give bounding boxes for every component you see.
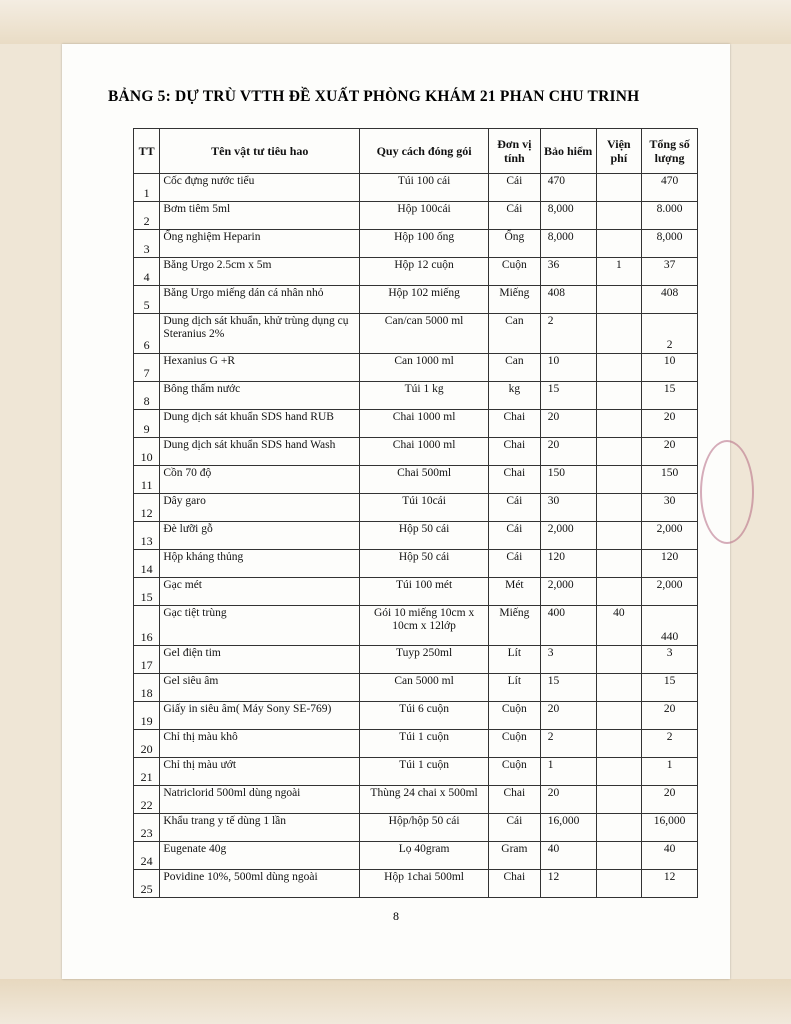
total-qty: 440 [642, 606, 698, 646]
table-row [134, 230, 698, 258]
insurance-qty: 150 [540, 466, 596, 494]
table-row [134, 606, 698, 646]
item-name: Giấy in siêu âm( Máy Sony SE-769) [160, 702, 360, 730]
hospital-fee-qty: 40 [596, 606, 642, 646]
page-number: 8 [393, 909, 399, 923]
insurance-qty: 20 [540, 702, 596, 730]
item-name: Gel điện tim [160, 646, 360, 674]
row-number: 24 [134, 842, 160, 870]
hospital-fee-qty [596, 702, 642, 730]
header-unit: Đơn vị tính [489, 129, 541, 174]
item-name: Bông thấm nước [160, 382, 360, 410]
insurance-qty: 8,000 [540, 202, 596, 230]
hospital-fee-qty [596, 578, 642, 606]
insurance-qty: 40 [540, 842, 596, 870]
insurance-qty: 400 [540, 606, 596, 646]
packaging: Hộp/hộp 50 cái [360, 814, 489, 842]
table-row [134, 758, 698, 786]
hospital-fee-qty [596, 354, 642, 382]
hospital-fee-qty [596, 174, 642, 202]
insurance-qty: 3 [540, 646, 596, 674]
row-number: 20 [134, 730, 160, 758]
insurance-qty: 8,000 [540, 230, 596, 258]
table-row [134, 730, 698, 758]
item-name: Băng Urgo 2.5cm x 5m [160, 258, 360, 286]
row-number: 25 [134, 870, 160, 898]
unit: Cái [489, 174, 541, 202]
table-row [134, 174, 698, 202]
row-number: 3 [134, 230, 160, 258]
unit: Lít [489, 646, 541, 674]
packaging: Túi 1 cuộn [360, 730, 489, 758]
hospital-fee-qty [596, 758, 642, 786]
header-tt: TT [134, 129, 160, 174]
hospital-fee-qty [596, 382, 642, 410]
row-number: 19 [134, 702, 160, 730]
item-name: Hexanius G +R [160, 354, 360, 382]
row-number: 5 [134, 286, 160, 314]
row-number: 4 [134, 258, 160, 286]
unit: Miếng [489, 286, 541, 314]
insurance-qty: 15 [540, 674, 596, 702]
table-header-row [134, 129, 698, 174]
unit: Cuộn [489, 258, 541, 286]
insurance-qty: 470 [540, 174, 596, 202]
insurance-qty: 2,000 [540, 578, 596, 606]
total-qty: 120 [642, 550, 698, 578]
header-name: Tên vật tư tiêu hao [160, 129, 360, 174]
unit: Cái [489, 202, 541, 230]
background-surface-bottom [0, 979, 791, 1024]
row-number: 16 [134, 606, 160, 646]
table-row [134, 578, 698, 606]
packaging: Hộp 100 ống [360, 230, 489, 258]
total-qty: 150 [642, 466, 698, 494]
item-name: Chỉ thị màu ướt [160, 758, 360, 786]
total-qty: 40 [642, 842, 698, 870]
total-qty: 2 [642, 730, 698, 758]
packaging: Can 5000 ml [360, 674, 489, 702]
packaging: Túi 10cái [360, 494, 489, 522]
item-name: Gạc mét [160, 578, 360, 606]
packaging: Gói 10 miếng 10cm x 10cm x 12lớp [360, 606, 489, 646]
header-hospital-fee: Viện phí [596, 129, 642, 174]
table-row [134, 786, 698, 814]
unit: Chai [489, 870, 541, 898]
insurance-qty: 16,000 [540, 814, 596, 842]
item-name: Dung dịch sát khuẩn SDS hand Wash [160, 438, 360, 466]
table-row [134, 646, 698, 674]
item-name: Cốc đựng nước tiểu [160, 174, 360, 202]
table-row [134, 466, 698, 494]
packaging: Chai 1000 ml [360, 438, 489, 466]
row-number: 15 [134, 578, 160, 606]
item-name: Gel siêu âm [160, 674, 360, 702]
total-qty: 15 [642, 674, 698, 702]
unit: Mét [489, 578, 541, 606]
unit: Miếng [489, 606, 541, 646]
hospital-fee-qty [596, 870, 642, 898]
total-qty: 15 [642, 382, 698, 410]
insurance-qty: 12 [540, 870, 596, 898]
table-row [134, 550, 698, 578]
packaging: Hộp 102 miếng [360, 286, 489, 314]
total-qty: 30 [642, 494, 698, 522]
hospital-fee-qty [596, 674, 642, 702]
hospital-fee-qty [596, 786, 642, 814]
total-qty: 8.000 [642, 202, 698, 230]
packaging: Túi 1 kg [360, 382, 489, 410]
red-stamp-partial [700, 440, 754, 544]
row-number: 6 [134, 314, 160, 354]
header-pack: Quy cách đóng gói [360, 129, 489, 174]
header-insurance: Bảo hiểm [540, 129, 596, 174]
hospital-fee-qty [596, 314, 642, 354]
table-row [134, 286, 698, 314]
item-name: Povidine 10%, 500ml dùng ngoài [160, 870, 360, 898]
item-name: Khẩu trang y tế dùng 1 lần [160, 814, 360, 842]
row-number: 23 [134, 814, 160, 842]
item-name: Chỉ thị màu khô [160, 730, 360, 758]
row-number: 17 [134, 646, 160, 674]
unit: Cuộn [489, 702, 541, 730]
row-number: 8 [134, 382, 160, 410]
row-number: 11 [134, 466, 160, 494]
packaging: Thùng 24 chai x 500ml [360, 786, 489, 814]
row-number: 7 [134, 354, 160, 382]
table-row [134, 258, 698, 286]
total-qty: 12 [642, 870, 698, 898]
total-qty: 1 [642, 758, 698, 786]
unit: Chai [489, 438, 541, 466]
unit: Cái [489, 494, 541, 522]
item-name: Đè lưỡi gỗ [160, 522, 360, 550]
hospital-fee-qty [596, 814, 642, 842]
table-row [134, 814, 698, 842]
unit: Chai [489, 466, 541, 494]
total-qty: 20 [642, 786, 698, 814]
unit: Cuộn [489, 758, 541, 786]
item-name: Dung dịch sát khuẩn SDS hand RUB [160, 410, 360, 438]
item-name: Dây garo [160, 494, 360, 522]
header-total: Tổng số lượng [642, 129, 698, 174]
packaging: Túi 6 cuộn [360, 702, 489, 730]
hospital-fee-qty [596, 438, 642, 466]
table-body [134, 174, 698, 898]
item-name: Hộp kháng thủng [160, 550, 360, 578]
packaging: Hộp 50 cái [360, 550, 489, 578]
insurance-qty: 20 [540, 410, 596, 438]
item-name: Cồn 70 độ [160, 466, 360, 494]
total-qty: 20 [642, 438, 698, 466]
unit: Lít [489, 674, 541, 702]
row-number: 10 [134, 438, 160, 466]
row-number: 22 [134, 786, 160, 814]
total-qty: 3 [642, 646, 698, 674]
unit: Can [489, 314, 541, 354]
hospital-fee-qty [596, 410, 642, 438]
unit: Chai [489, 410, 541, 438]
document-title: BẢNG 5: DỰ TRÙ VTTH ĐỀ XUẤT PHÒNG KHÁM 21 PHAN CHU TRINH [108, 88, 640, 105]
table-row [134, 494, 698, 522]
hospital-fee-qty [596, 494, 642, 522]
total-qty: 10 [642, 354, 698, 382]
unit: Cái [489, 814, 541, 842]
hospital-fee-qty [596, 286, 642, 314]
table-row [134, 702, 698, 730]
unit: Gram [489, 842, 541, 870]
packaging: Chai 500ml [360, 466, 489, 494]
total-qty: 2 [642, 314, 698, 354]
hospital-fee-qty [596, 842, 642, 870]
row-number: 14 [134, 550, 160, 578]
packaging: Can/can 5000 ml [360, 314, 489, 354]
packaging: Túi 100 cái [360, 174, 489, 202]
item-name: Băng Urgo miếng dán cá nhân nhỏ [160, 286, 360, 314]
unit: Cuộn [489, 730, 541, 758]
row-number: 9 [134, 410, 160, 438]
packaging: Tuyp 250ml [360, 646, 489, 674]
hospital-fee-qty [596, 230, 642, 258]
packaging: Hộp 50 cái [360, 522, 489, 550]
supplies-table [133, 128, 698, 898]
packaging: Lọ 40gram [360, 842, 489, 870]
unit: kg [489, 382, 541, 410]
packaging: Túi 1 cuộn [360, 758, 489, 786]
insurance-qty: 408 [540, 286, 596, 314]
insurance-qty: 20 [540, 786, 596, 814]
total-qty: 408 [642, 286, 698, 314]
row-number: 13 [134, 522, 160, 550]
unit: Can [489, 354, 541, 382]
total-qty: 8,000 [642, 230, 698, 258]
item-name: Ống nghiệm Heparin [160, 230, 360, 258]
row-number: 18 [134, 674, 160, 702]
insurance-qty: 120 [540, 550, 596, 578]
table-row [134, 382, 698, 410]
total-qty: 2,000 [642, 578, 698, 606]
item-name: Bơm tiêm 5ml [160, 202, 360, 230]
unit: Cái [489, 550, 541, 578]
table-row [134, 870, 698, 898]
row-number: 12 [134, 494, 160, 522]
hospital-fee-qty [596, 550, 642, 578]
packaging: Hộp 100cái [360, 202, 489, 230]
total-qty: 20 [642, 410, 698, 438]
hospital-fee-qty [596, 466, 642, 494]
insurance-qty: 2,000 [540, 522, 596, 550]
insurance-qty: 36 [540, 258, 596, 286]
packaging: Hộp 1chai 500ml [360, 870, 489, 898]
insurance-qty: 30 [540, 494, 596, 522]
hospital-fee-qty [596, 730, 642, 758]
table-row [134, 438, 698, 466]
packaging: Túi 100 mét [360, 578, 489, 606]
table-row [134, 674, 698, 702]
insurance-qty: 10 [540, 354, 596, 382]
insurance-qty: 1 [540, 758, 596, 786]
table-row [134, 410, 698, 438]
item-name: Dung dịch sát khuẩn, khử trùng dụng cụ Steranius 2% [160, 314, 360, 354]
hospital-fee-qty: 1 [596, 258, 642, 286]
total-qty: 16,000 [642, 814, 698, 842]
unit: Chai [489, 786, 541, 814]
table-row [134, 202, 698, 230]
item-name: Gạc tiệt trùng [160, 606, 360, 646]
table-row [134, 354, 698, 382]
insurance-qty: 15 [540, 382, 596, 410]
row-number: 2 [134, 202, 160, 230]
row-number: 21 [134, 758, 160, 786]
insurance-qty: 20 [540, 438, 596, 466]
row-number: 1 [134, 174, 160, 202]
item-name: Eugenate 40g [160, 842, 360, 870]
unit: Cái [489, 522, 541, 550]
unit: Ống [489, 230, 541, 258]
table-row [134, 522, 698, 550]
background-surface-top [0, 0, 791, 44]
packaging: Hộp 12 cuộn [360, 258, 489, 286]
hospital-fee-qty [596, 646, 642, 674]
insurance-qty: 2 [540, 730, 596, 758]
packaging: Chai 1000 ml [360, 410, 489, 438]
table-row [134, 314, 698, 354]
total-qty: 470 [642, 174, 698, 202]
packaging: Can 1000 ml [360, 354, 489, 382]
hospital-fee-qty [596, 522, 642, 550]
table-row [134, 842, 698, 870]
hospital-fee-qty [596, 202, 642, 230]
insurance-qty: 2 [540, 314, 596, 354]
total-qty: 37 [642, 258, 698, 286]
total-qty: 2,000 [642, 522, 698, 550]
total-qty: 20 [642, 702, 698, 730]
item-name: Natriclorid 500ml dùng ngoài [160, 786, 360, 814]
